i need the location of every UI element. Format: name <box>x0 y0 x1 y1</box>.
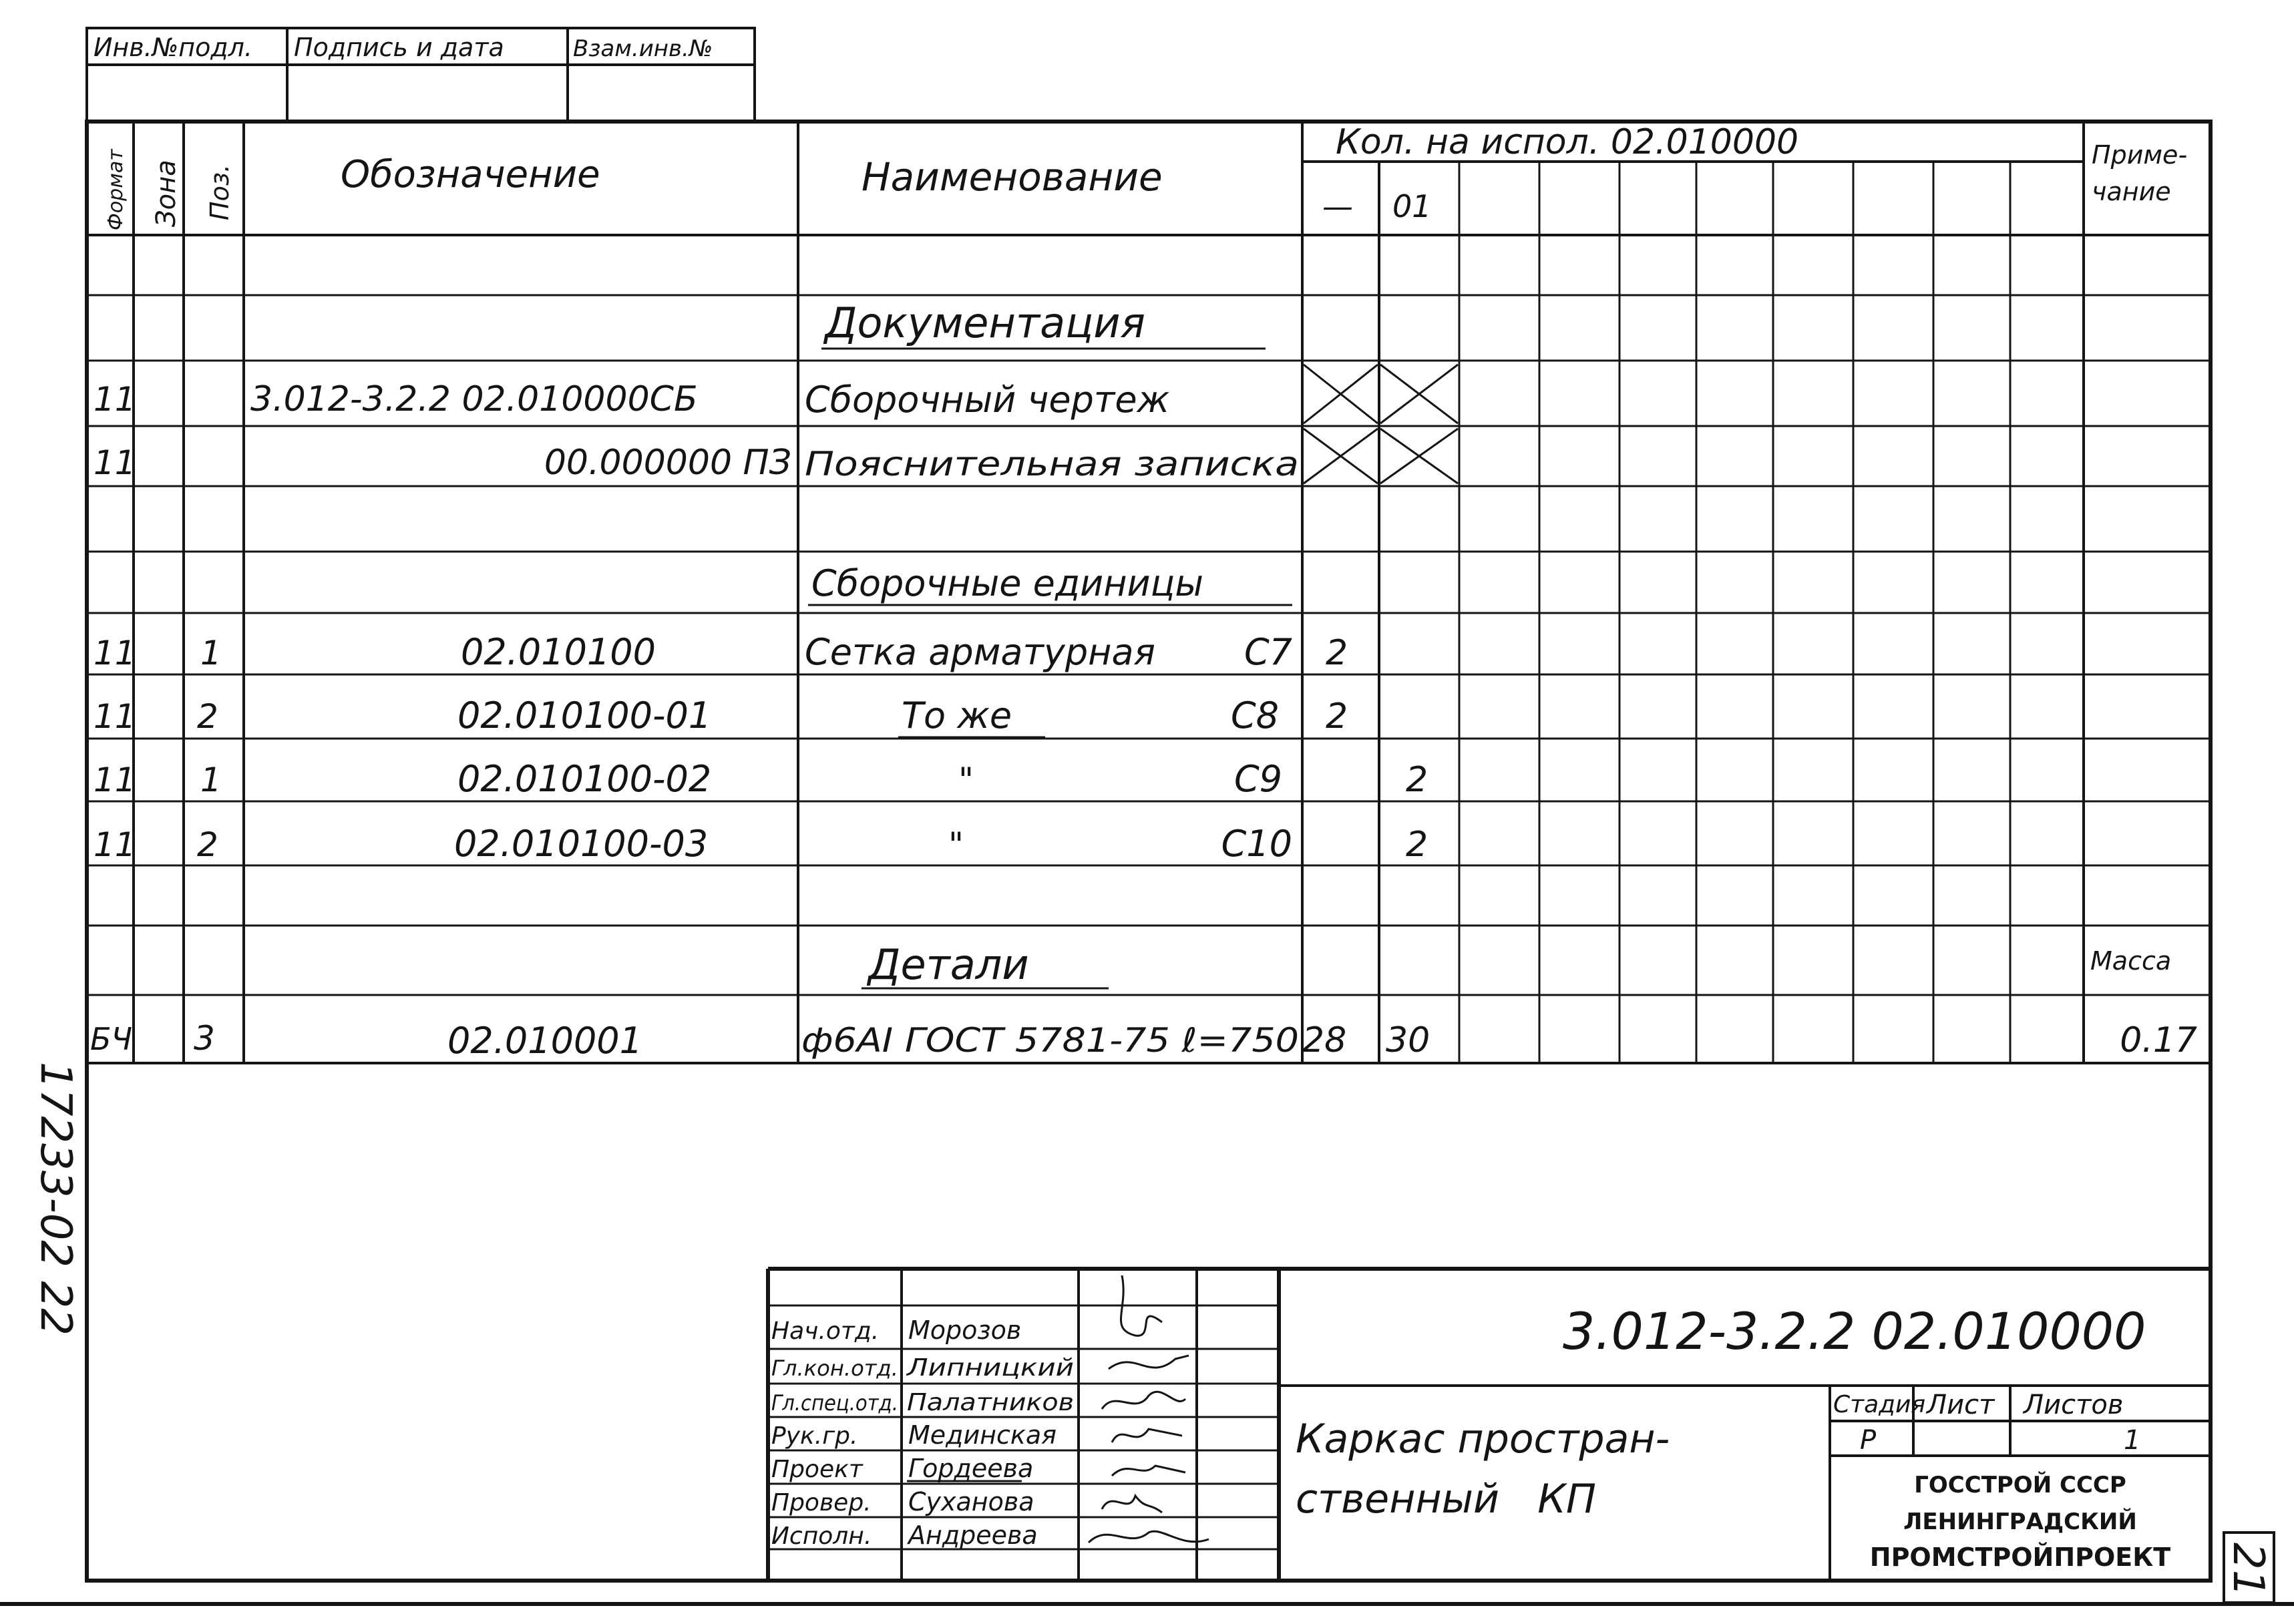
header-quantity-col1: — <box>1322 188 1353 224</box>
title-block <box>768 1269 2211 1581</box>
stage-value: Р <box>1860 1425 1877 1456</box>
row-qty-1: 2 <box>1326 633 1348 673</box>
not-applicable-cross <box>1304 429 1458 483</box>
row-qty-1: 28 <box>1302 1020 1347 1060</box>
corner-sheet-number <box>2223 1533 2274 1603</box>
header-name: Наименование <box>862 154 1163 200</box>
margin-archive-number: 17233-02 22 <box>31 1062 80 1336</box>
signature-date-label: Подпись и дата <box>294 33 504 62</box>
role-name: Липницкий <box>905 1354 1074 1382</box>
row-name-suffix: С9 <box>1233 758 1282 800</box>
row-name: ф6АI ГОСТ 5781-75 ℓ=750 <box>801 1021 1299 1060</box>
row-name: То же <box>902 694 1012 737</box>
role-label: Нач.отд. <box>771 1317 880 1345</box>
stage-label: Стадия <box>1833 1391 1926 1418</box>
table-row <box>93 823 1428 865</box>
role-label: Рук.гр. <box>771 1422 858 1450</box>
row-position: 2 <box>197 825 218 864</box>
row-qty-2: 30 <box>1386 1020 1430 1060</box>
row-format: 11 <box>93 634 136 672</box>
row-format: 11 <box>93 697 136 736</box>
row-format: 11 <box>93 380 136 419</box>
mass-label: Масса <box>2090 946 2172 976</box>
approval-stamp <box>87 28 755 122</box>
row-designation: 02.010100-03 <box>454 823 709 865</box>
row-name: Сетка арматурная <box>805 631 1156 673</box>
row-name: Сборочный чертеж <box>805 379 1170 421</box>
row-qty-2: 2 <box>1406 825 1428 865</box>
row-name-suffix: С8 <box>1230 694 1279 737</box>
table-header <box>104 122 2187 230</box>
header-note-line2: чание <box>2092 177 2171 206</box>
table-row <box>93 429 1458 483</box>
row-format: БЧ <box>90 1021 133 1057</box>
header-format: Формат <box>104 149 128 230</box>
handwritten-signatures <box>1089 1275 1209 1543</box>
sheets-label: Листов <box>2024 1390 2124 1420</box>
table-row <box>93 365 1458 423</box>
row-designation: 02.010100-01 <box>457 694 712 737</box>
sheet-label: Лист <box>1927 1390 1995 1420</box>
organization-line2: ЛЕНИНГРАДСКИЙ <box>1903 1508 2137 1535</box>
row-position: 1 <box>200 634 222 672</box>
section-assembly-units: Сборочные единицы <box>811 562 1204 604</box>
row-name: " <box>958 761 974 799</box>
row-designation: 00.000000 ПЗ <box>544 443 791 483</box>
table-row <box>93 758 1428 800</box>
organization-line3: ПРОМСТРОЙПРОЕКТ <box>1869 1543 2171 1572</box>
corner-number: 21 <box>2223 1543 2273 1597</box>
row-position: 2 <box>197 697 218 736</box>
inv-label: Инв.№подл. <box>93 33 253 62</box>
row-qty-2: 2 <box>1406 760 1428 800</box>
row-mass: 0.17 <box>2120 1020 2197 1060</box>
role-name: Мединская <box>908 1420 1057 1450</box>
role-name: Палатников <box>907 1389 1074 1416</box>
section-details: Детали <box>868 940 1029 989</box>
row-designation: 3.012-3.2.2 02.010000СБ <box>250 379 698 419</box>
product-name-line1: Каркас простран- <box>1296 1416 1670 1462</box>
row-position: 1 <box>200 761 222 799</box>
row-position: 3 <box>194 1019 215 1058</box>
row-name-suffix: С10 <box>1221 823 1292 865</box>
main-frame <box>87 122 2211 1581</box>
row-format: 11 <box>93 825 136 864</box>
row-format: 11 <box>93 761 136 799</box>
row-qty-1: 2 <box>1326 696 1348 737</box>
document-number: 3.012-3.2.2 02.010000 <box>1563 1301 2146 1361</box>
row-designation: 02.010001 <box>447 1020 643 1062</box>
row-designation: 02.010100-02 <box>457 758 712 800</box>
role-label: Провер. <box>771 1489 872 1516</box>
header-zona: Зона <box>151 160 182 227</box>
product-name-line2: ственный КП <box>1296 1476 1596 1522</box>
replacement-inv-label: Взам.инв.№ <box>573 35 713 62</box>
row-name-suffix: С7 <box>1244 631 1292 673</box>
header-quantity-col2: 01 <box>1392 188 1432 224</box>
role-name: Гордеева <box>908 1454 1034 1483</box>
row-format: 11 <box>93 443 136 482</box>
role-label: Гл.спец.отд. <box>771 1390 898 1416</box>
role-name: Морозов <box>908 1315 1022 1345</box>
sheets-value: 1 <box>2124 1425 2141 1456</box>
row-designation: 02.010100 <box>461 631 656 673</box>
role-name: Андреева <box>908 1520 1038 1550</box>
role-label: Исполн. <box>771 1522 872 1550</box>
role-name: Суханова <box>908 1487 1034 1516</box>
table-row <box>93 631 1348 673</box>
not-applicable-cross <box>1304 365 1458 423</box>
row-name: " <box>948 825 964 864</box>
header-poz: Поз. <box>205 164 234 220</box>
table-row <box>93 694 1348 737</box>
table-row <box>90 1019 2197 1062</box>
section-documentation: Документация <box>825 298 1145 347</box>
organization-line1: ГОССТРОЙ СССР <box>1914 1472 2126 1498</box>
header-quantity-title: Кол. на испол. 02.010000 <box>1336 122 1799 162</box>
header-designation: Обозначение <box>341 153 600 196</box>
header-note-line1: Приме- <box>2092 140 2188 170</box>
row-name: Пояснительная записка <box>805 445 1299 483</box>
role-label: Гл.кон.отд. <box>771 1356 898 1381</box>
role-label: Проект <box>771 1456 863 1483</box>
